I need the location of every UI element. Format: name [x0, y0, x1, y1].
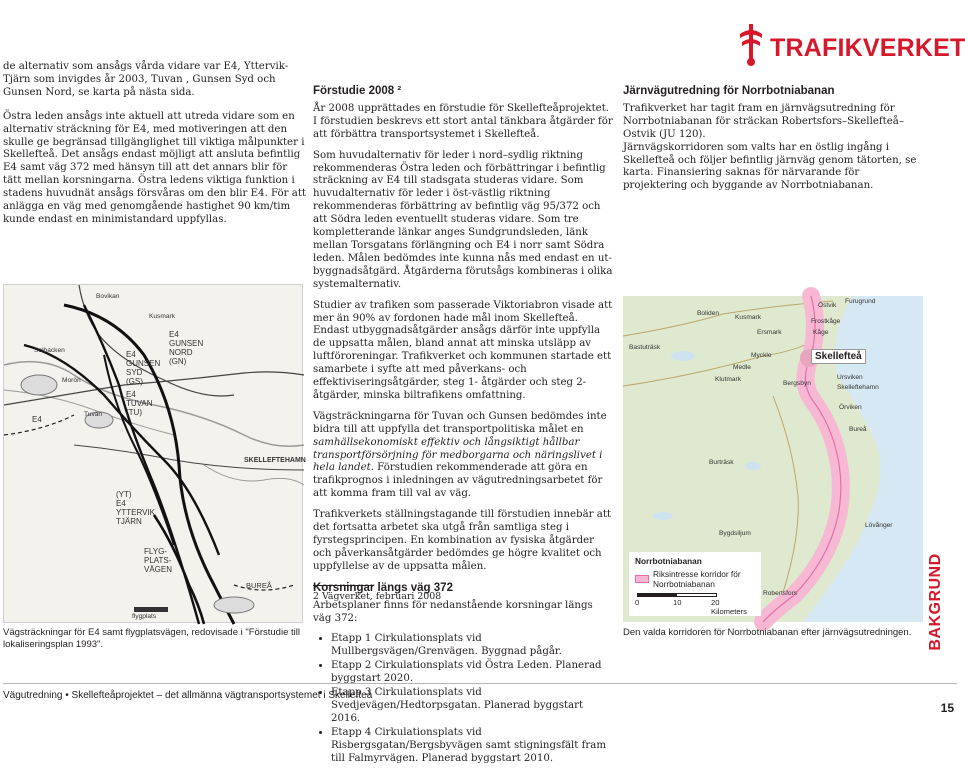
sketch-map-e4-alternatives — [3, 284, 306, 623]
trafikverket-logo — [736, 22, 965, 72]
map-label: Kusmark — [149, 313, 176, 320]
list-item: • Etapp 1 Cirkulationsplats vid Mullbergsvägen/Grenvägen. Byggnad pågår. — [331, 633, 613, 659]
section-heading: Järnvägutredning för Norrbotniabanan — [623, 85, 835, 97]
corridor-map-caption: Den valda korridoren för Norrbotniabanan efter järnvägsutredningen. — [623, 627, 912, 638]
logo-wordmark: TRAFIKVERKET — [770, 34, 965, 62]
paragraph: Trafikverkets ställningstagande till förstudien innebär att det fortsatta arbetet ska utgå från samtliga steg i fyrstegsprincipen. En kombination av fysiska åtgärder och påverkansåtgärder bedömdes ge högre kvalitet och uppfyllelse av de uppsatta målen. — [313, 509, 612, 572]
section-tab-label: BAKGRUND — [927, 553, 944, 651]
map-label: Ersmark — [757, 329, 782, 336]
map-label: Frostkåge — [811, 318, 841, 325]
map-label: Skelleftehamn — [837, 384, 879, 391]
paragraph: Järnvägskorridoren som valts har en östlig ingång i Skellefteå och följer befintlig järnväg genom tätorten, se karta. Finansiering saknas för närvarande för projektering och byggande av Norrbotniabanan. — [623, 141, 917, 192]
legend-title: Norrbotniabanan — [635, 556, 702, 566]
map-label: E4 GUNSEN SYD (GS) — [126, 350, 161, 386]
map-label: BUREÅ — [246, 581, 272, 590]
column-right-text — [623, 85, 923, 193]
map-label: Bureå — [849, 426, 867, 433]
map-label: Lövånger — [865, 522, 893, 529]
footer-text: Vägutredning • Skellefteåprojektet – det allmänna vägtransportsystemet i Skellefteå — [3, 690, 373, 701]
scale-label: 0 — [635, 598, 640, 607]
map-label: (YT) E4 YTTERVIK TJÄRN — [116, 490, 155, 526]
section-tab-bakgrund — [927, 554, 945, 650]
map-label: Morön — [62, 377, 81, 384]
map-label: Kusmark — [735, 314, 762, 321]
map-label: Solbacken — [34, 347, 65, 354]
text-run: Vägsträckningarna för Tuvan och Gunsen bedömdes inte bidra till att uppfylla det transportpolitiska målet en — [313, 410, 607, 435]
map-label: Bastuträsk — [629, 344, 661, 351]
text-run-italic: samhällsekonomiskt effektiv och långsiktigt hållbar transportförsörjning för medborgarna och näringslivet i hela landet — [313, 436, 603, 474]
page-number: 15 — [940, 701, 954, 715]
map-label: Bovikan — [96, 293, 120, 300]
map-label: Boliden — [697, 310, 719, 317]
sketch-map-caption: Vägsträckningar för E4 samt flygplatsvägen, redovisade i "Förstudie till lokaliseringsplan 1993". — [3, 627, 300, 650]
city-label-skelleftea: Skellefteå — [811, 349, 866, 364]
footnote: 2 Vägverket, februari 2008 — [313, 591, 442, 602]
map-label: Klutmark — [715, 376, 742, 383]
footnote-divider — [313, 585, 373, 586]
paragraph — [313, 411, 613, 501]
map-label: Tuvan — [84, 411, 103, 418]
map-label: Burträsk — [709, 459, 734, 466]
scale-bar — [635, 593, 755, 616]
paragraph: Studier av trafiken som passerade Viktoriabron visade att mer än 90% av fordonen hade mål inom Skellefteå. Endast utbyggnadsåtgärder ansågs därför inte uppfylla de uppsatta målen, bland annat att minska utsläpp av luftföroreningar. Trafikverket och kommunen startade ett samarbete i syfte att med påverkans- och effektiviseringsåtgärder, steg 1- åtgärder och steg 2-åtgärder, minska biltrafikens omfattning. — [313, 299, 613, 401]
map-label: Bygdsiljum — [719, 530, 751, 537]
map-label: Bergsbyn — [783, 380, 811, 387]
trafikverket-emblem-icon — [736, 22, 766, 70]
map-label: Furugrund — [845, 298, 876, 305]
legend-row — [635, 569, 755, 589]
map-label: Myckle — [751, 352, 772, 359]
map-label: E4 — [32, 415, 42, 424]
map-legend — [629, 552, 761, 616]
map-label: Robertsfors — [763, 590, 798, 597]
norrbotniabanan-corridor-map — [623, 296, 923, 622]
map-label: SKELLEFTEHAMN — [244, 457, 306, 464]
map-label: Kåge — [813, 329, 829, 336]
paragraph: Som huvudalternativ för leder i nord–sydlig riktning rekommenderas Östra leden och förbättringar i befintlig sträckning av E4 till stadsgata studeras vidare. Som huvudalternativ för leder i öst-västlig riktning rekommenderas förbättring av befintlig väg 95/372 och att Södra leden eventuellt studeras vidare. Som tre kompletterande länkar anges Sundgrundsleden, länk mellan Torsgatans förlängning och E4 i norr samt Södra leden. Målen bedömdes inte kunna nås med endast en ut-byggnadsåtgärd. Åtgärderna förutsågs kombineras i olika systemalternativ. — [313, 149, 613, 290]
corridor-swatch — [635, 575, 649, 583]
text-run: . Förstudien rekommenderade att göra en trafikprognos i inledningen av vägutredningsarbetet för att komma fram till val av väg. — [313, 462, 603, 500]
list-item: • Etapp 3 Cirkulationsplats vid Svedjevägen/Hedtorpsgatan. Planerad byggstart 2016. — [331, 687, 613, 726]
paragraph: de alternativ som ansågs vårda vidare var E4, Yttervik-Tjärn som invigdes år 2003, Tuvan , Gunsen Syd och Gunsen Nord, se karta på nästa sida. — [3, 61, 289, 98]
section-heading: Förstudie 2008 ² — [313, 85, 402, 97]
scale-label: 10 — [673, 598, 682, 607]
bullet-list — [331, 633, 613, 765]
map-label: Örviken — [839, 404, 862, 411]
map-label: FLYG- PLATS- VÄGEN — [144, 547, 173, 574]
map-label: E4 GUNSEN NORD (GN) — [169, 330, 204, 366]
map-label: Ursviken — [837, 374, 863, 381]
column-middle-text — [313, 85, 613, 774]
scale-label: 20 Kilometers — [711, 598, 747, 616]
paragraph: Arbetsplaner finns för nedanstående korsningar längs väg 372: — [313, 599, 593, 624]
paragraph: År 2008 upprättades en förstudie för Skellefteåprojektet. I förstudien beskrevs ett stort antal tänkbara åtgärder för att förbättra transportsystemet i Skellefteå. — [313, 102, 613, 140]
legend-label: Riksintresse korridor för Norrbotniabanan — [653, 569, 741, 589]
map-label: Östvik — [818, 302, 837, 309]
list-item: • Etapp 2 Cirkulationsplats vid Östra Leden. Planerad byggstart 2020. — [331, 660, 613, 686]
paragraph: Östra leden ansågs inte aktuell att utreda vidare som en alternativ sträckning för E4, med motiveringen att den skulle ge begränsad tillgänglighet till viktiga målpunkter i Skellefteå. Det ansågs endast möjligt att ansluta befintlig E4 samt väg 372 med hänsyn till att det annars blir för tätt mellan korsningarna. Östra ledens viktiga funktion i stadens huvudnät ansågs försvåras om den blir E4. För att anlägga en väg med genomgående hastighet 90 km/tim kunde endast en minimistandard uppfyllas. — [3, 110, 307, 225]
column-left-text — [3, 61, 306, 238]
map-label: E4 TUVAN (TU) — [126, 390, 153, 417]
paragraph: Trafikverket har tagit fram en järnvägsutredning för Norrbotniabanan för sträckan Robertsfors–Skellefteå–Ostvik (JU 120). — [623, 102, 904, 140]
footer-divider — [3, 683, 957, 684]
map-label: flygplats — [132, 613, 157, 620]
list-item: • Etapp 4 Cirkulationsplats vid Risbergsgatan/Bergsbyvägen samt stigningsfält fram till Falmyrvägen. Planerad byggstart 2010. — [331, 727, 613, 766]
scale-bar-graphic — [637, 593, 717, 597]
section-heading: Korsningar längs väg 372 — [313, 581, 453, 594]
map-label: Medle — [733, 364, 751, 371]
